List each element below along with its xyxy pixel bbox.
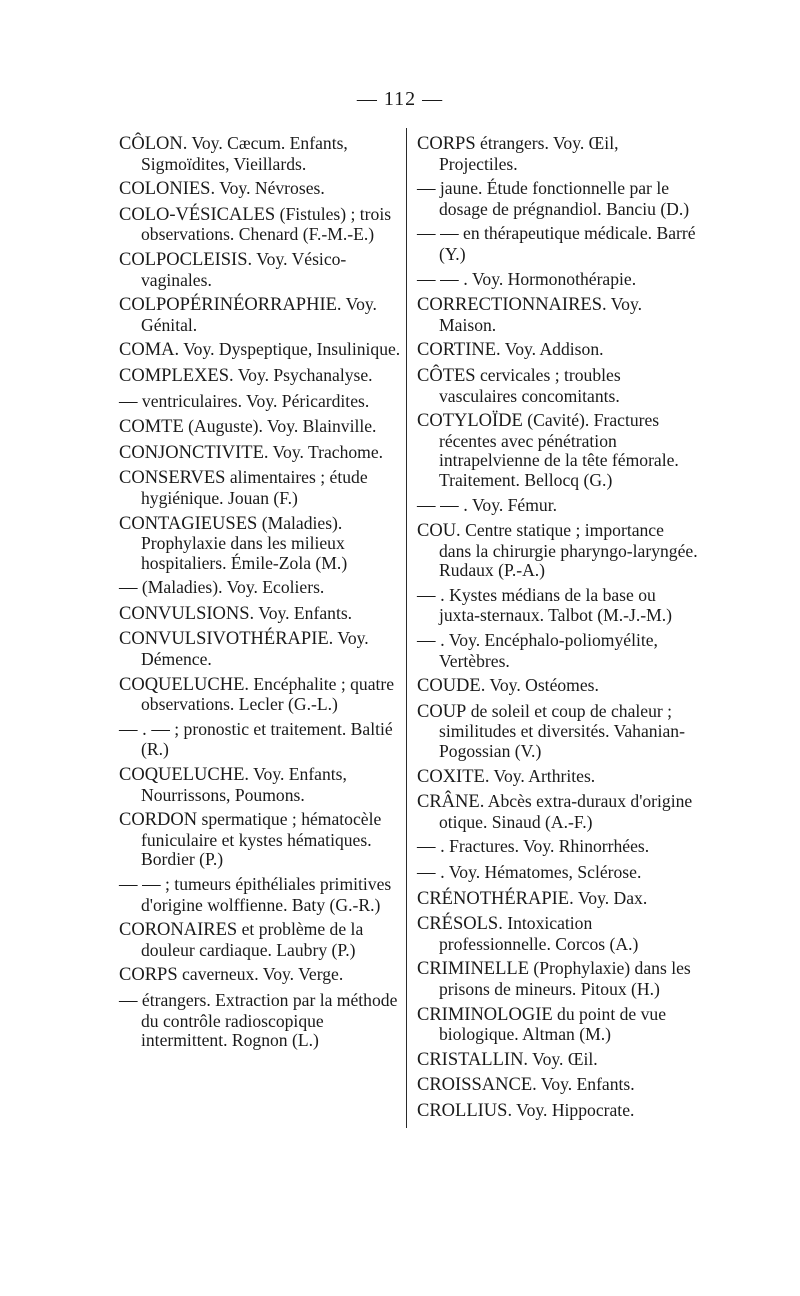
- index-entry: [417, 496, 699, 517]
- entry-text: Voy. Démence.: [141, 628, 369, 670]
- entry-text: Voy. Génital.: [141, 294, 377, 335]
- entry-heading: CROISSANCE.: [417, 1075, 537, 1096]
- index-entry: [417, 366, 699, 406]
- entry-text: Voy. Enfants.: [254, 602, 353, 623]
- entry-text: Voy. Enfants, Nourrissons, Poumons.: [141, 764, 347, 805]
- entry-heading: — .: [417, 863, 445, 883]
- entry-text: Voy. Maison.: [439, 294, 643, 335]
- entry-text: du point de vue biologique. Altman (M.): [439, 1003, 667, 1045]
- entry-heading: CROLLIUS.: [417, 1100, 513, 1121]
- entry-text: Voy. Dyspeptique, Insulinique.: [179, 339, 401, 360]
- entry-text: Voy. Œil.: [528, 1048, 598, 1069]
- entry-heading: COU.: [417, 521, 461, 542]
- index-entry: [119, 443, 401, 464]
- entry-heading: COXITE.: [417, 766, 490, 787]
- index-entry: [417, 586, 699, 626]
- column-divider: [406, 128, 407, 1128]
- index-entry: [417, 767, 699, 788]
- entry-heading: COMPLEXES.: [119, 365, 234, 386]
- entry-text: et problème de la douleur cardiaque. Laubry (P.): [141, 919, 364, 960]
- index-entry: [119, 810, 401, 870]
- entry-heading: —: [119, 578, 138, 599]
- index-entry: [417, 134, 699, 174]
- entry-text: Voy. Trachome.: [268, 441, 384, 462]
- entry-text: en thérapeutique médicale. Barré (Y.): [439, 223, 696, 264]
- entry-heading: — .: [417, 631, 445, 652]
- entry-heading: —: [119, 391, 138, 412]
- entry-text: cervicales ; troubles vasculaires concomitants.: [439, 364, 621, 406]
- entry-text: Voy. Encéphalo-poliomyélite, Vertèbres.: [439, 630, 658, 671]
- entry-heading: CRIMINELLE: [417, 959, 530, 980]
- entry-heading: CÔTES: [417, 365, 476, 386]
- entry-text: ventriculaires. Voy. Péricardites.: [137, 390, 370, 411]
- entry-text: Voy. Enfants.: [536, 1074, 635, 1095]
- index-entry: [119, 205, 401, 245]
- index-entry: [417, 224, 699, 264]
- entry-text: Voy. Hippocrate.: [512, 1099, 635, 1120]
- index-entry: [119, 468, 401, 508]
- entry-text: Abcès extra-duraux d'origine otique. Sinaud (A.-F.): [439, 791, 693, 832]
- index-entry: [119, 514, 401, 574]
- entry-text: Voy. Psychanalyse.: [233, 364, 373, 385]
- entry-heading: COLONIES.: [119, 179, 216, 200]
- index-entry: [417, 863, 699, 884]
- entry-heading: — —: [119, 875, 161, 895]
- entry-heading: — .: [417, 837, 445, 858]
- index-entry: [119, 991, 401, 1051]
- entry-heading: CRÉSOLS.: [417, 914, 503, 935]
- entry-heading: COLPOPÉRINÉORRAPHIE.: [119, 295, 342, 316]
- entry-heading: CORPS: [119, 965, 178, 986]
- entry-heading: COTYLOÏDE: [417, 411, 523, 432]
- index-entry: [417, 631, 699, 671]
- entry-text: (Cavité). Fractures récentes avec pénétration intrapelvienne de la tête fémorale. Traitement. Bellocq (G.): [439, 410, 679, 490]
- entry-text: Voy. Hormonothérapie.: [467, 268, 637, 289]
- entry-text: Voy. Arthrites.: [489, 765, 596, 786]
- entry-text: Intoxication professionnelle. Corcos (A.): [439, 913, 639, 954]
- index-entry: [417, 914, 699, 954]
- index-entry: [119, 134, 401, 174]
- entry-heading: CORONAIRES: [119, 920, 238, 941]
- index-entry: [119, 417, 401, 438]
- entry-heading: CORTINE.: [417, 340, 501, 361]
- index-entry: [417, 676, 699, 697]
- entry-text: Voy. Dax.: [573, 887, 648, 908]
- index-entry: [417, 1101, 699, 1122]
- entry-heading: CONSERVES: [119, 468, 226, 489]
- page-number: — 112 —: [356, 88, 444, 110]
- index-entry: [119, 675, 401, 715]
- entry-heading: CRIMINOLOGIE: [417, 1004, 553, 1025]
- entry-heading: COUDE.: [417, 676, 486, 697]
- index-entry: [119, 629, 401, 669]
- index-entry: [119, 604, 401, 625]
- entry-text: Kystes médians de la base ou juxta-sternaux. Talbot (M.-J.-M.): [439, 584, 672, 626]
- entry-heading: CORPS: [417, 134, 476, 154]
- entry-heading: COLO-VÉSICALES: [119, 204, 276, 225]
- entry-heading: CORDON: [119, 810, 198, 831]
- entry-text: (Prophylaxie) dans les prisons de mineurs. Pitoux (H.): [439, 958, 691, 999]
- entry-text: ; tumeurs épithéliales primitives d'origine wolffienne. Baty (G.-R.): [141, 874, 392, 915]
- index-column-left: [119, 134, 401, 1056]
- index-column-right: [417, 134, 699, 1127]
- entry-heading: — .: [417, 585, 445, 606]
- index-entry: [119, 875, 401, 915]
- entry-heading: CRÉNOTHÉRAPIE.: [417, 888, 574, 909]
- entry-text: étrangers. Voy. Œil, Projectiles.: [439, 133, 619, 174]
- entry-heading: CONTAGIEUSES: [119, 513, 258, 534]
- entry-text: Voy. Cæcum. Enfants, Sigmoïdites, Vieillards.: [141, 133, 348, 174]
- index-entry: [417, 889, 699, 910]
- entry-heading: — . —: [119, 719, 170, 740]
- entry-heading: CONVULSIVOTHÉRAPIE.: [119, 629, 334, 650]
- entry-text: Encéphalite ; quatre observations. Lecler (G.-L.): [141, 673, 395, 715]
- index-entry: [417, 340, 699, 361]
- index-entry: [119, 179, 401, 200]
- entry-heading: CÔLON.: [119, 134, 188, 154]
- index-entry: [417, 411, 699, 490]
- index-entry: [417, 179, 699, 219]
- entry-text: Voy. Ostéomes.: [485, 675, 599, 696]
- index-entry: [417, 521, 699, 581]
- entry-heading: CONVULSIONS.: [119, 603, 255, 624]
- entry-text: Voy. Addison.: [500, 339, 604, 360]
- index-entry: [119, 720, 401, 760]
- index-entry: [417, 792, 699, 832]
- entry-heading: CONJONCTIVITE.: [119, 442, 269, 463]
- entry-text: (Fistules) ; trois observations. Chenard (F.-M.-E.): [141, 203, 392, 245]
- index-entry: [417, 1005, 699, 1045]
- entry-text: Voy. Névroses.: [215, 178, 325, 199]
- entry-text: Voy. Fémur.: [467, 494, 558, 515]
- entry-text: Voy. Hématomes, Sclérose.: [444, 862, 642, 882]
- entry-heading: — — .: [417, 269, 468, 290]
- entry-text: étrangers. Extraction par la méthode du contrôle radioscopique intermittent. Rognon (L.): [137, 989, 398, 1051]
- index-entry: [119, 340, 401, 361]
- entry-heading: —: [119, 990, 138, 1011]
- index-entry: [119, 578, 401, 599]
- entry-text: ; pronostic et traitement. Baltié (R.): [141, 718, 393, 760]
- entry-text: Voy. Vésico-vaginales.: [141, 248, 347, 290]
- entry-heading: CRISTALLIN.: [417, 1049, 529, 1070]
- index-entry: [417, 1075, 699, 1096]
- entry-text: jaune. Étude fonctionnelle par le dosage de prégnandiol. Banciu (D.): [435, 178, 690, 219]
- index-entry: [119, 920, 401, 960]
- entry-heading: CRÂNE.: [417, 792, 485, 813]
- entry-heading: —: [417, 179, 436, 200]
- index-entry: [417, 837, 699, 858]
- entry-heading: COQUELUCHE.: [119, 765, 250, 786]
- index-entry: [119, 965, 401, 986]
- entry-text: (Maladies). Prophylaxie dans les milieux hospitaliers. Émile-Zola (M.): [141, 512, 348, 573]
- entry-heading: COLPOCLEISIS.: [119, 249, 253, 270]
- index-entry: [119, 295, 401, 335]
- entry-text: de soleil et coup de chaleur ; similitudes et diversités. Vahanian-Pogossian (V.): [439, 700, 685, 762]
- entry-text: spermatique ; hématocèle funiculaire et kystes hématiques. Bordier (P.): [141, 809, 382, 870]
- entry-heading: COMTE: [119, 417, 184, 438]
- entry-heading: COQUELUCHE.: [119, 674, 250, 695]
- entry-heading: CORRECTIONNAIRES.: [417, 295, 607, 316]
- entry-heading: COUP: [417, 701, 467, 722]
- entry-heading: — — .: [417, 495, 468, 516]
- entry-text: Fractures. Voy. Rhinorrhées.: [444, 836, 650, 857]
- index-entry: [417, 1050, 699, 1071]
- index-entry: [417, 295, 699, 335]
- entry-text: (Auguste). Voy. Blainville.: [183, 416, 377, 437]
- index-entry: [417, 702, 699, 762]
- entry-text: (Maladies). Voy. Ecoliers.: [137, 577, 325, 598]
- index-entry: [417, 270, 699, 291]
- entry-text: caverneux. Voy. Verge.: [177, 964, 344, 985]
- entry-heading: — —: [417, 224, 459, 245]
- entry-text: Centre statique ; importance dans la chirurgie pharyngo-laryngée. Rudaux (P.-A.): [439, 520, 698, 581]
- index-entry: [119, 392, 401, 413]
- index-entry: [119, 250, 401, 290]
- entry-text: alimentaires ; étude hygiénique. Jouan (F.): [141, 467, 368, 508]
- index-entry: [119, 765, 401, 805]
- index-entry: [417, 959, 699, 999]
- entry-heading: COMA.: [119, 340, 180, 361]
- index-entry: [119, 366, 401, 387]
